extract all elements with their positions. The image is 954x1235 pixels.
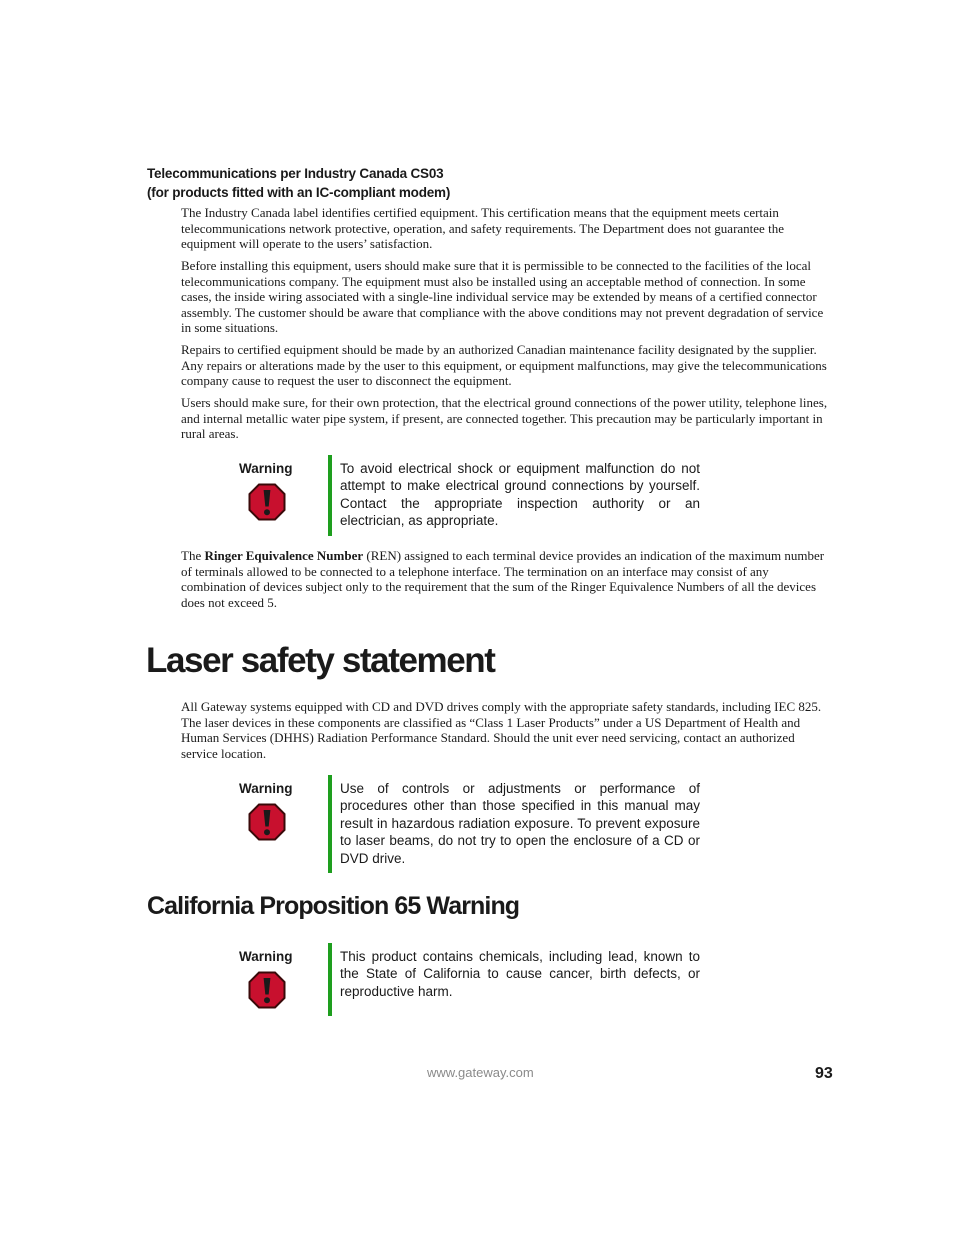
- footer-url: www.gateway.com: [427, 1065, 534, 1080]
- paragraph-laser: All Gateway systems equipped with CD and DVD drives comply with the appropriate safety standards, including IEC 825. The laser devices in these components are classified as “Class 1 Laser Products” under a US Department of Health and Human Services (DHHS) Radiation Performance Standard. Should the unit ever need servicing, contact an authorized service location.: [181, 699, 822, 761]
- warning-icon: [248, 803, 286, 841]
- subsection-title-line-1: Telecommunications per Industry Canada CS03: [147, 166, 444, 181]
- paragraph-ren-prefix: The: [181, 548, 205, 563]
- warning-icon: [248, 483, 286, 521]
- warning-icon: [248, 971, 286, 1009]
- warning-bar: [328, 455, 332, 536]
- paragraph-before-installing: Before installing this equipment, users should make sure that it is permissible to be connected to the facilities of the local telecommunications company. The equipment must also be installed using an acceptable method of connection. In some cases, the inside wiring associated with a single-line individual service may be extended by means of a certified connector assembly. The customer should be aware that compliance with the above conditions may not prevent degradation of service in some situations.: [181, 258, 824, 336]
- laser-heading: Laser safety statement: [146, 641, 495, 680]
- paragraph-repairs: Repairs to certified equipment should be made by an authorized Canadian maintenance facility designated by the supplier. Any repairs or alterations made by the user to this equipment, or equipment malfunctions, may give the telecommunications company cause to request the user to disconnect the equipment.: [181, 342, 827, 389]
- subsection-title-line-2: (for products fitted with an IC-compliant modem): [147, 185, 451, 200]
- paragraph-ren: [181, 548, 833, 610]
- warning-label: Warning: [239, 461, 293, 476]
- warning-text: Use of controls or adjustments or performance of procedures other than those specified in this manual may result in hazardous radiation exposure. To prevent exposure to laser beams, do not try to open the enclosure of a CD or DVD drive.: [340, 781, 700, 866]
- paragraph-ren-rest: (REN) assigned to each terminal device provides an indication of the maximum number of terminals allowed to be connected to a telephone interface. The termination on an interface may consist of any combination of devices subject only to the requirement that the sum of the Ringer Equivalence Numbers of all the devices does not exceed 5.: [181, 548, 825, 610]
- paragraph-ic-label: The Industry Canada label identifies certified equipment. This certification means that the equipment meets certain telecommunications network protective, operation, and safety requirements. The Department does not guarantee the equipment will operate to the users’ satisfaction.: [181, 205, 784, 252]
- warning-label: Warning: [239, 781, 293, 796]
- warning-bar: [328, 775, 332, 873]
- california-heading: California Proposition 65 Warning: [147, 892, 520, 920]
- paragraph-ground-connections: Users should make sure, for their own protection, that the electrical ground connections of the power utility, telephone lines, and internal metallic water pipe system, if present, are connected together. This precaution may be particularly important in rural areas.: [181, 395, 828, 442]
- warning-text: To avoid electrical shock or equipment malfunction do not attempt to make electrical ground connections by yourself. Contact the appropriate inspection authority or an electrician, as appropriate.: [340, 461, 700, 529]
- warning-bar: [328, 943, 332, 1016]
- warning-label: Warning: [239, 949, 293, 964]
- paragraph-ren-term: Ringer Equivalence Number: [204, 548, 364, 563]
- subsection-title: [147, 164, 847, 202]
- warning-text: This product contains chemicals, including lead, known to the State of California to cause cancer, birth defects, or reproductive harm.: [340, 949, 700, 999]
- page-number: 93: [815, 1065, 833, 1082]
